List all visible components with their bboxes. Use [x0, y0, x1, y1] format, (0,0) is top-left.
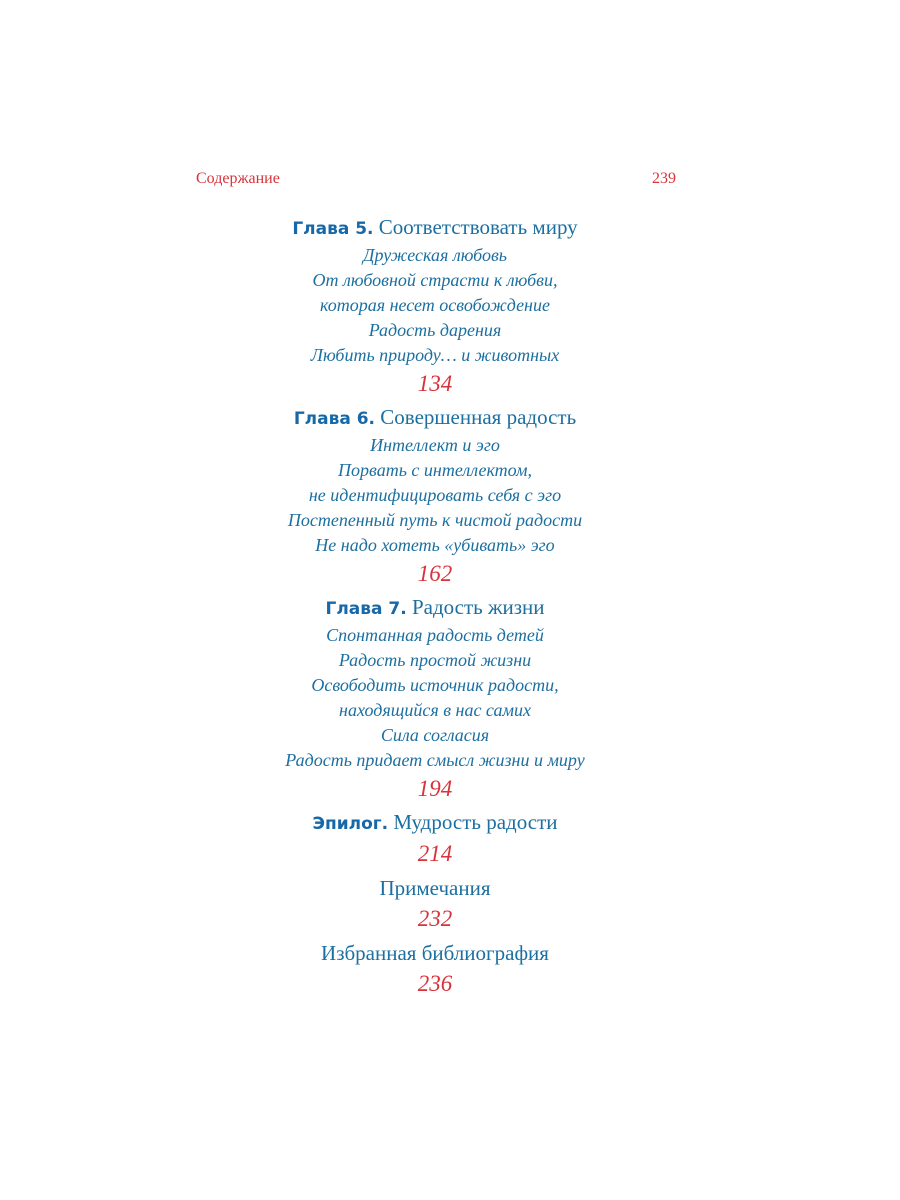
subsection: Любить природу… и животных	[310, 345, 560, 365]
chapter-title: Совершенная радость	[380, 405, 577, 429]
chapter-heading[interactable]	[196, 213, 674, 243]
subsection: Радость простой жизни	[338, 650, 532, 670]
subsection: Порвать с интеллектом,	[338, 460, 532, 480]
toc-entry-chapter-6	[196, 403, 674, 590]
subsection: Радость придает смысл жизни и миру	[285, 750, 585, 770]
subsection: Радость дарения	[368, 320, 502, 340]
chapter-label: Глава 6.	[293, 409, 376, 429]
table-of-contents	[196, 213, 674, 1003]
subsection: не идентифицировать себя с эго	[308, 485, 562, 505]
chapter-title: Радость жизни	[411, 595, 545, 619]
subsection: От любовной страсти к любви,	[312, 270, 558, 290]
subsection: которая несет освобождение	[320, 295, 550, 315]
chapter-label: Эпилог.	[312, 814, 389, 834]
toc-entry-chapter-5	[196, 213, 674, 400]
chapter-page-number: 134	[417, 371, 453, 396]
toc-entry-notes	[196, 873, 674, 935]
back-matter-page-number: 236	[417, 971, 453, 996]
subsection: Сила согласия	[380, 725, 490, 745]
chapter-heading[interactable]	[196, 593, 674, 623]
back-matter-title[interactable]: Избранная библиография	[321, 941, 549, 965]
chapter-heading[interactable]	[196, 403, 674, 433]
subsection: Дружеская любовь	[363, 245, 507, 265]
subsection: Спонтанная радость детей	[326, 625, 544, 645]
chapter-label: Глава 7.	[325, 599, 407, 619]
subsection: Постепенный путь к чистой радости	[287, 510, 583, 530]
chapter-page-number: 214	[417, 841, 453, 866]
toc-entry-epilogue	[196, 808, 674, 870]
toc-entry-bibliography	[196, 938, 674, 1000]
chapter-title: Соответствовать миру	[378, 215, 578, 239]
chapter-title: Мудрость радости	[393, 810, 558, 834]
back-matter-title[interactable]: Примечания	[379, 876, 491, 900]
chapter-page-number: 162	[417, 561, 453, 586]
running-head-section: Содержание	[196, 170, 280, 187]
subsection: Освободить источник радости,	[311, 675, 559, 695]
subsection: находящийся в нас самих	[339, 700, 531, 720]
page-number: 239	[652, 170, 676, 187]
chapter-label: Глава 5.	[292, 219, 374, 239]
back-matter-page-number: 232	[417, 906, 453, 931]
subsection: Интеллект и эго	[370, 435, 500, 455]
running-head	[196, 170, 676, 190]
chapter-heading[interactable]	[196, 808, 674, 838]
chapter-page-number: 194	[417, 776, 453, 801]
subsection: Не надо хотеть «убивать» эго	[315, 535, 555, 555]
toc-entry-chapter-7	[196, 593, 674, 805]
